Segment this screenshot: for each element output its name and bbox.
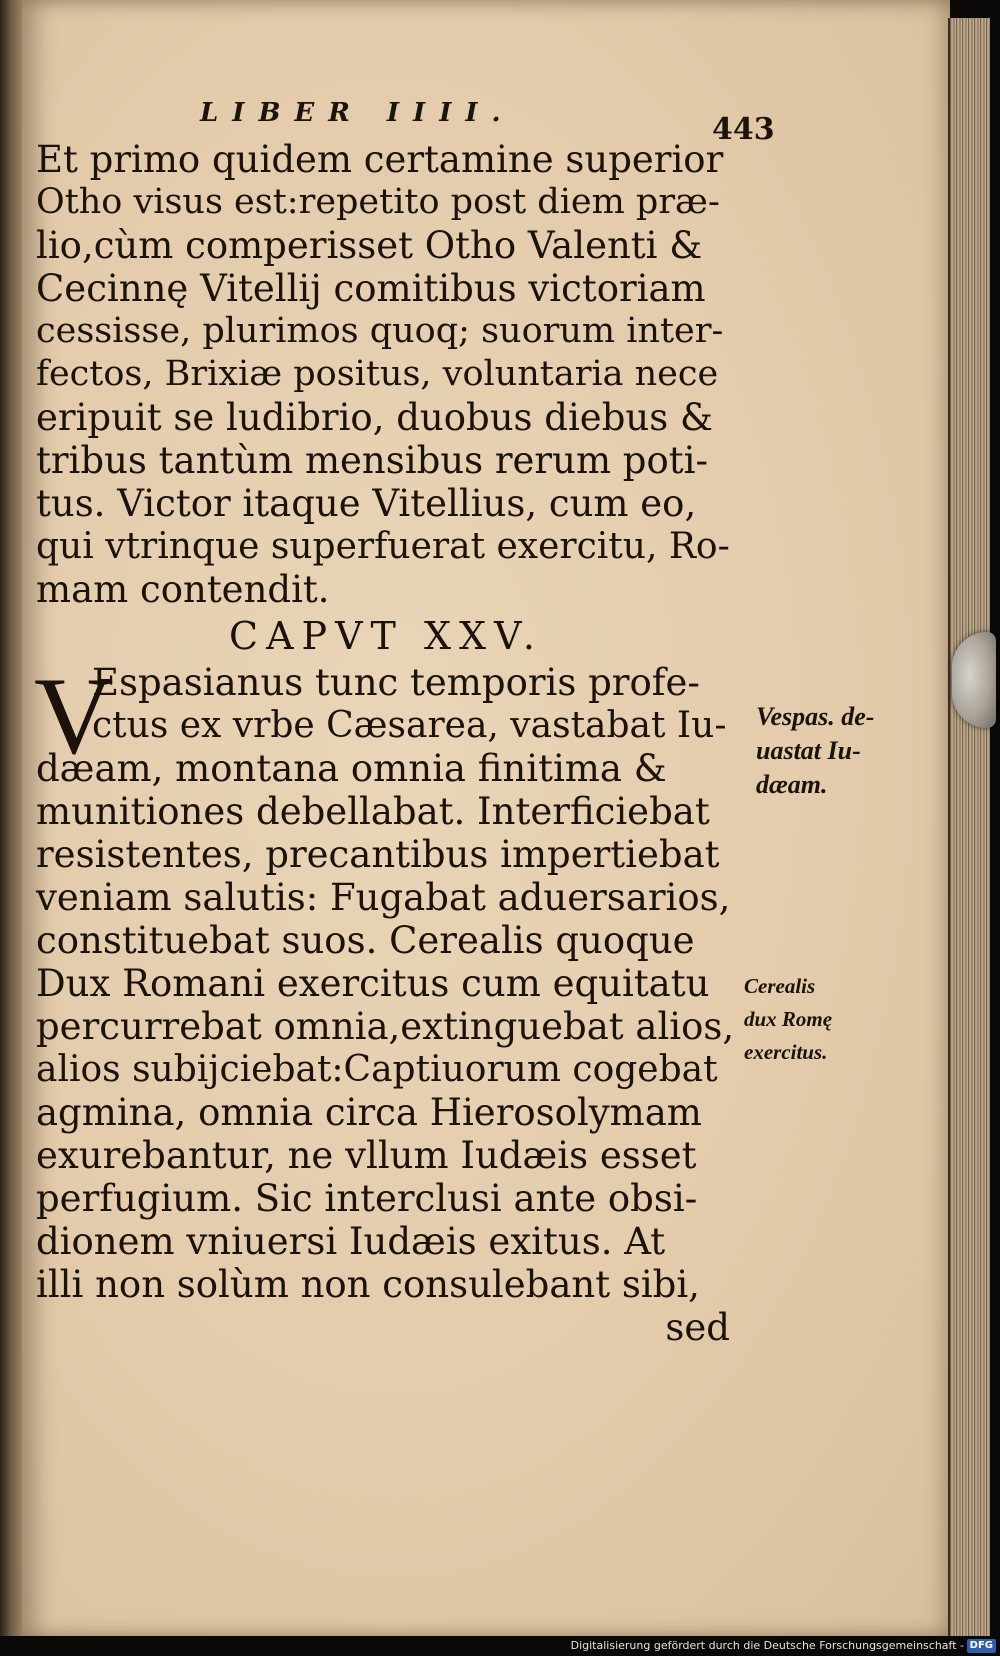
text-line: eripuit se ludibrio, duobus diebus & bbox=[36, 396, 713, 439]
text-line: Espasianus tunc temporis profe- bbox=[92, 661, 700, 704]
text-line: munitiones debellabat. Interficiebat bbox=[36, 790, 710, 833]
text-line: tus. Victor itaque Vitellius, cum eo, bbox=[36, 482, 697, 525]
dfg-logo: DFG bbox=[967, 1639, 996, 1653]
text-line: illi non solùm non consulebant sibi, bbox=[36, 1263, 700, 1306]
marginal-note-line: dux Romę bbox=[744, 1007, 833, 1031]
marginal-note-line: Vespas. de- bbox=[756, 702, 875, 731]
marginal-note-line: uastat Iu- bbox=[756, 736, 861, 765]
text-line: fectos, Brixiæ positus, voluntaria nece bbox=[36, 354, 719, 394]
text-line: alios subijciebat:Captiuorum cogebat bbox=[36, 1049, 718, 1090]
text-line: cessisse, plurimos quoq; suorum inter- bbox=[36, 311, 724, 351]
marginal-note-line: Cerealis bbox=[744, 974, 816, 998]
text-line: lio,cùm comperisset Otho Valenti & bbox=[36, 224, 703, 267]
text-line: tribus tantùm mensibus rerum poti- bbox=[36, 439, 708, 482]
marginal-note bbox=[756, 700, 906, 802]
drop-cap: V bbox=[34, 655, 114, 777]
funding-credit: Digitalisierung gefördert durch die Deutsche Forschungsgemeinschaft - bbox=[570, 1639, 964, 1652]
text-line: constituebat suos. Cerealis quoque bbox=[36, 919, 695, 962]
text-line: Dux Romani exercitus cum equitatu bbox=[36, 962, 710, 1005]
text-line: ctus ex vrbe Cæsarea, vastabat Iu- bbox=[92, 705, 727, 746]
text-line: veniam salutis: Fugabat aduersarios, bbox=[36, 876, 731, 919]
text-line: resistentes, precantibus impertiebat bbox=[36, 833, 720, 876]
text-line: Et primo quidem certamine superior bbox=[36, 138, 724, 181]
text-line: perfugium. Sic interclusi ante obsi- bbox=[36, 1177, 698, 1220]
text-line: agmina, omnia circa Hierosolymam bbox=[36, 1091, 702, 1134]
text-line: dionem vniuersi Iudæis exitus. At bbox=[36, 1220, 666, 1263]
footer-bar bbox=[0, 1636, 1000, 1656]
body-text bbox=[36, 138, 736, 1349]
marginal-note bbox=[744, 970, 894, 1069]
book-clasp bbox=[952, 632, 996, 728]
text-line: qui vtrinque superfuerat exercitu, Ro- bbox=[36, 526, 730, 567]
page-block-edge bbox=[948, 18, 990, 1636]
text-line: mam contendit. bbox=[36, 568, 330, 611]
text-line: percurrebat omnia,extinguebat alios, bbox=[36, 1005, 735, 1048]
text-line: exurebantur, ne vllum Iudæis esset bbox=[36, 1134, 697, 1177]
catchword: sed bbox=[665, 1306, 730, 1349]
chapter-title: CAPVT XXV. bbox=[229, 614, 543, 658]
text-line: dæam, montana omnia finitima & bbox=[36, 747, 667, 790]
marginal-note-line: dæam. bbox=[756, 770, 828, 799]
text-line: Otho visus est:repetito post diem præ- bbox=[36, 182, 720, 222]
text-line: Cecinnę Vitellij comitibus victoriam bbox=[36, 267, 706, 310]
marginal-note-line: exercitus. bbox=[744, 1040, 828, 1064]
page-number: 443 bbox=[712, 112, 775, 147]
running-head: LIBER IIII. bbox=[200, 98, 515, 128]
